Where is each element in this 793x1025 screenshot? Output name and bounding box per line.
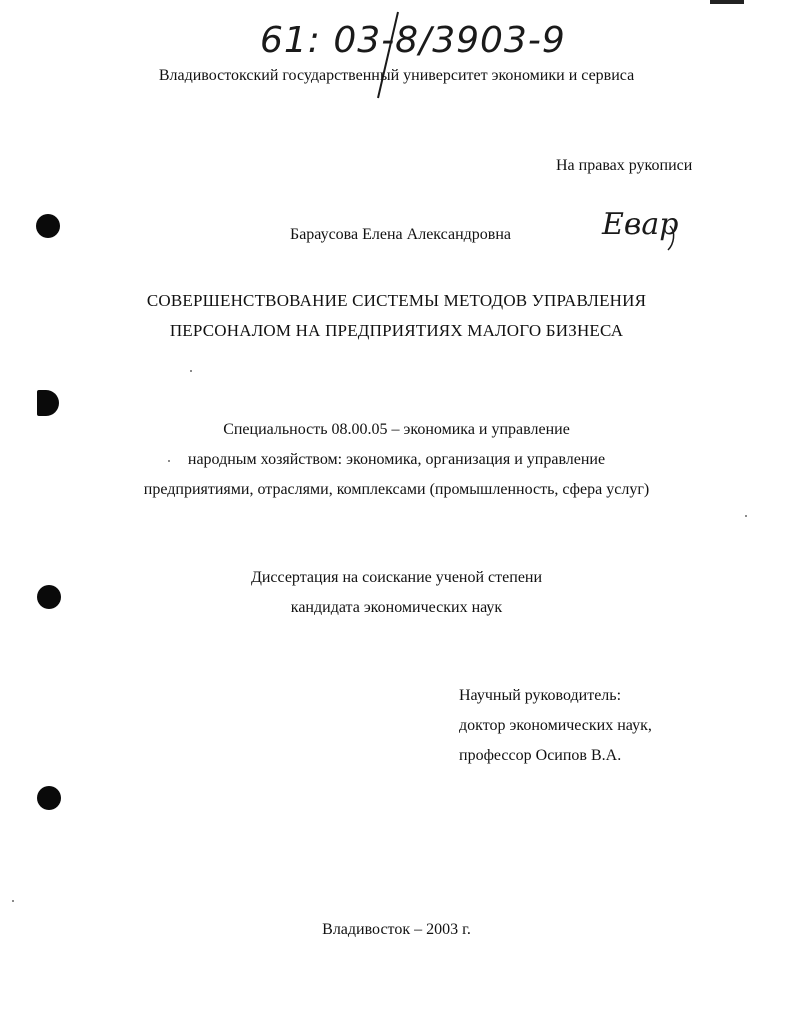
scan-speck [190, 370, 192, 372]
archive-code-text: 61: 03-8/3903-9 [260, 20, 566, 61]
punch-hole [36, 214, 60, 238]
degree-line2: кандидата экономических наук [290, 599, 503, 616]
specialty-line3: предприятиями, отраслями, комплексами (промышленность, сфера услуг) [143, 481, 650, 498]
degree-line1: Диссертация на соискание ученой степени [250, 569, 543, 586]
signature [598, 196, 688, 252]
specialty-line1: Специальность 08.00.05 – экономика и управление [223, 421, 570, 438]
supervisor-label: Научный руководитель: [459, 687, 622, 704]
stamp-slash-stroke [370, 10, 410, 100]
city-year: Владивосток – 2003 г. [322, 921, 471, 938]
punch-hole [37, 786, 61, 810]
author-name: Бараусова Елена Александровна [290, 226, 511, 243]
scan-speck [745, 515, 747, 517]
signature-handwriting [598, 196, 688, 252]
specialty-line2: народным хозяйством: экономика, организация и управление [187, 451, 606, 468]
scan-speck [168, 460, 170, 462]
punch-hole [37, 390, 59, 416]
scan-edge-mark [710, 0, 744, 4]
thesis-title-line2: ПЕРСОНАЛОМ НА ПРЕДПРИЯТИЯХ МАЛОГО БИЗНЕСА [169, 321, 624, 340]
university-name: Владивостокский государственный университет экономики и сервиса [158, 67, 635, 84]
signature-text: Евар [602, 207, 679, 242]
manuscript-note: На правах рукописи [556, 157, 693, 174]
supervisor-degree: доктор экономических наук, [459, 717, 652, 734]
scan-speck [12, 900, 14, 902]
thesis-title-line1: СОВЕРШЕНСТВОВАНИЕ СИСТЕМЫ МЕТОДОВ УПРАВЛЕНИЯ [146, 291, 647, 310]
supervisor-name: профессор Осипов В.А. [459, 747, 622, 764]
